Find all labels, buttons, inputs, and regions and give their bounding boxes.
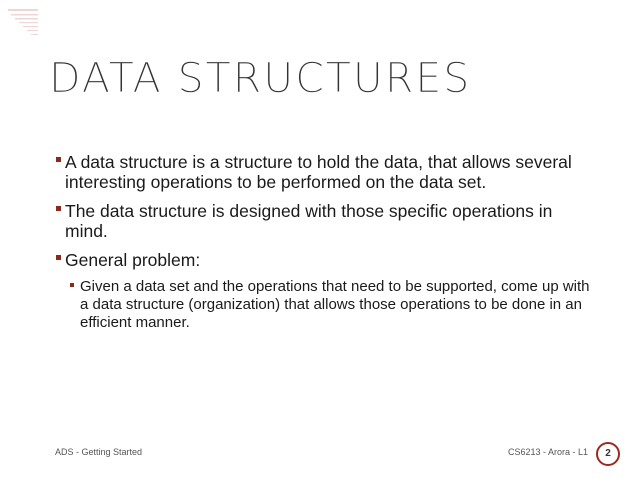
- corner-decoration-icon: [6, 5, 42, 41]
- bullet-item: [56, 201, 596, 241]
- bullet-item: [56, 250, 596, 270]
- slide-title: DATA STRUCTURES: [49, 54, 472, 102]
- footer-course: CS6213 - Arora - L1: [508, 447, 589, 457]
- bullet-square-icon: [56, 157, 61, 162]
- page-number-badge: 2: [596, 442, 620, 466]
- bullet-square-icon: [56, 206, 61, 211]
- bullet-text: General problem:: [65, 250, 201, 270]
- bullet-square-icon: [56, 255, 61, 260]
- bullet-item: [56, 152, 596, 192]
- bullet-text: The data structure is designed with those specific operations in mind.: [65, 201, 553, 241]
- sub-bullet-text: Given a data set and the operations that need to be supported, come up with a data structure (organization) that allows those operations to be done in an efficient manner.: [80, 278, 590, 331]
- footer-title: ADS - Getting Started: [55, 447, 143, 457]
- bullet-text: A data structure is a structure to hold the data, that allows several interesting operations to be performed on the data set.: [65, 152, 572, 192]
- sub-bullet-square-icon: [70, 283, 74, 287]
- bullet-list: [56, 152, 596, 332]
- sub-bullet-item: [56, 278, 596, 332]
